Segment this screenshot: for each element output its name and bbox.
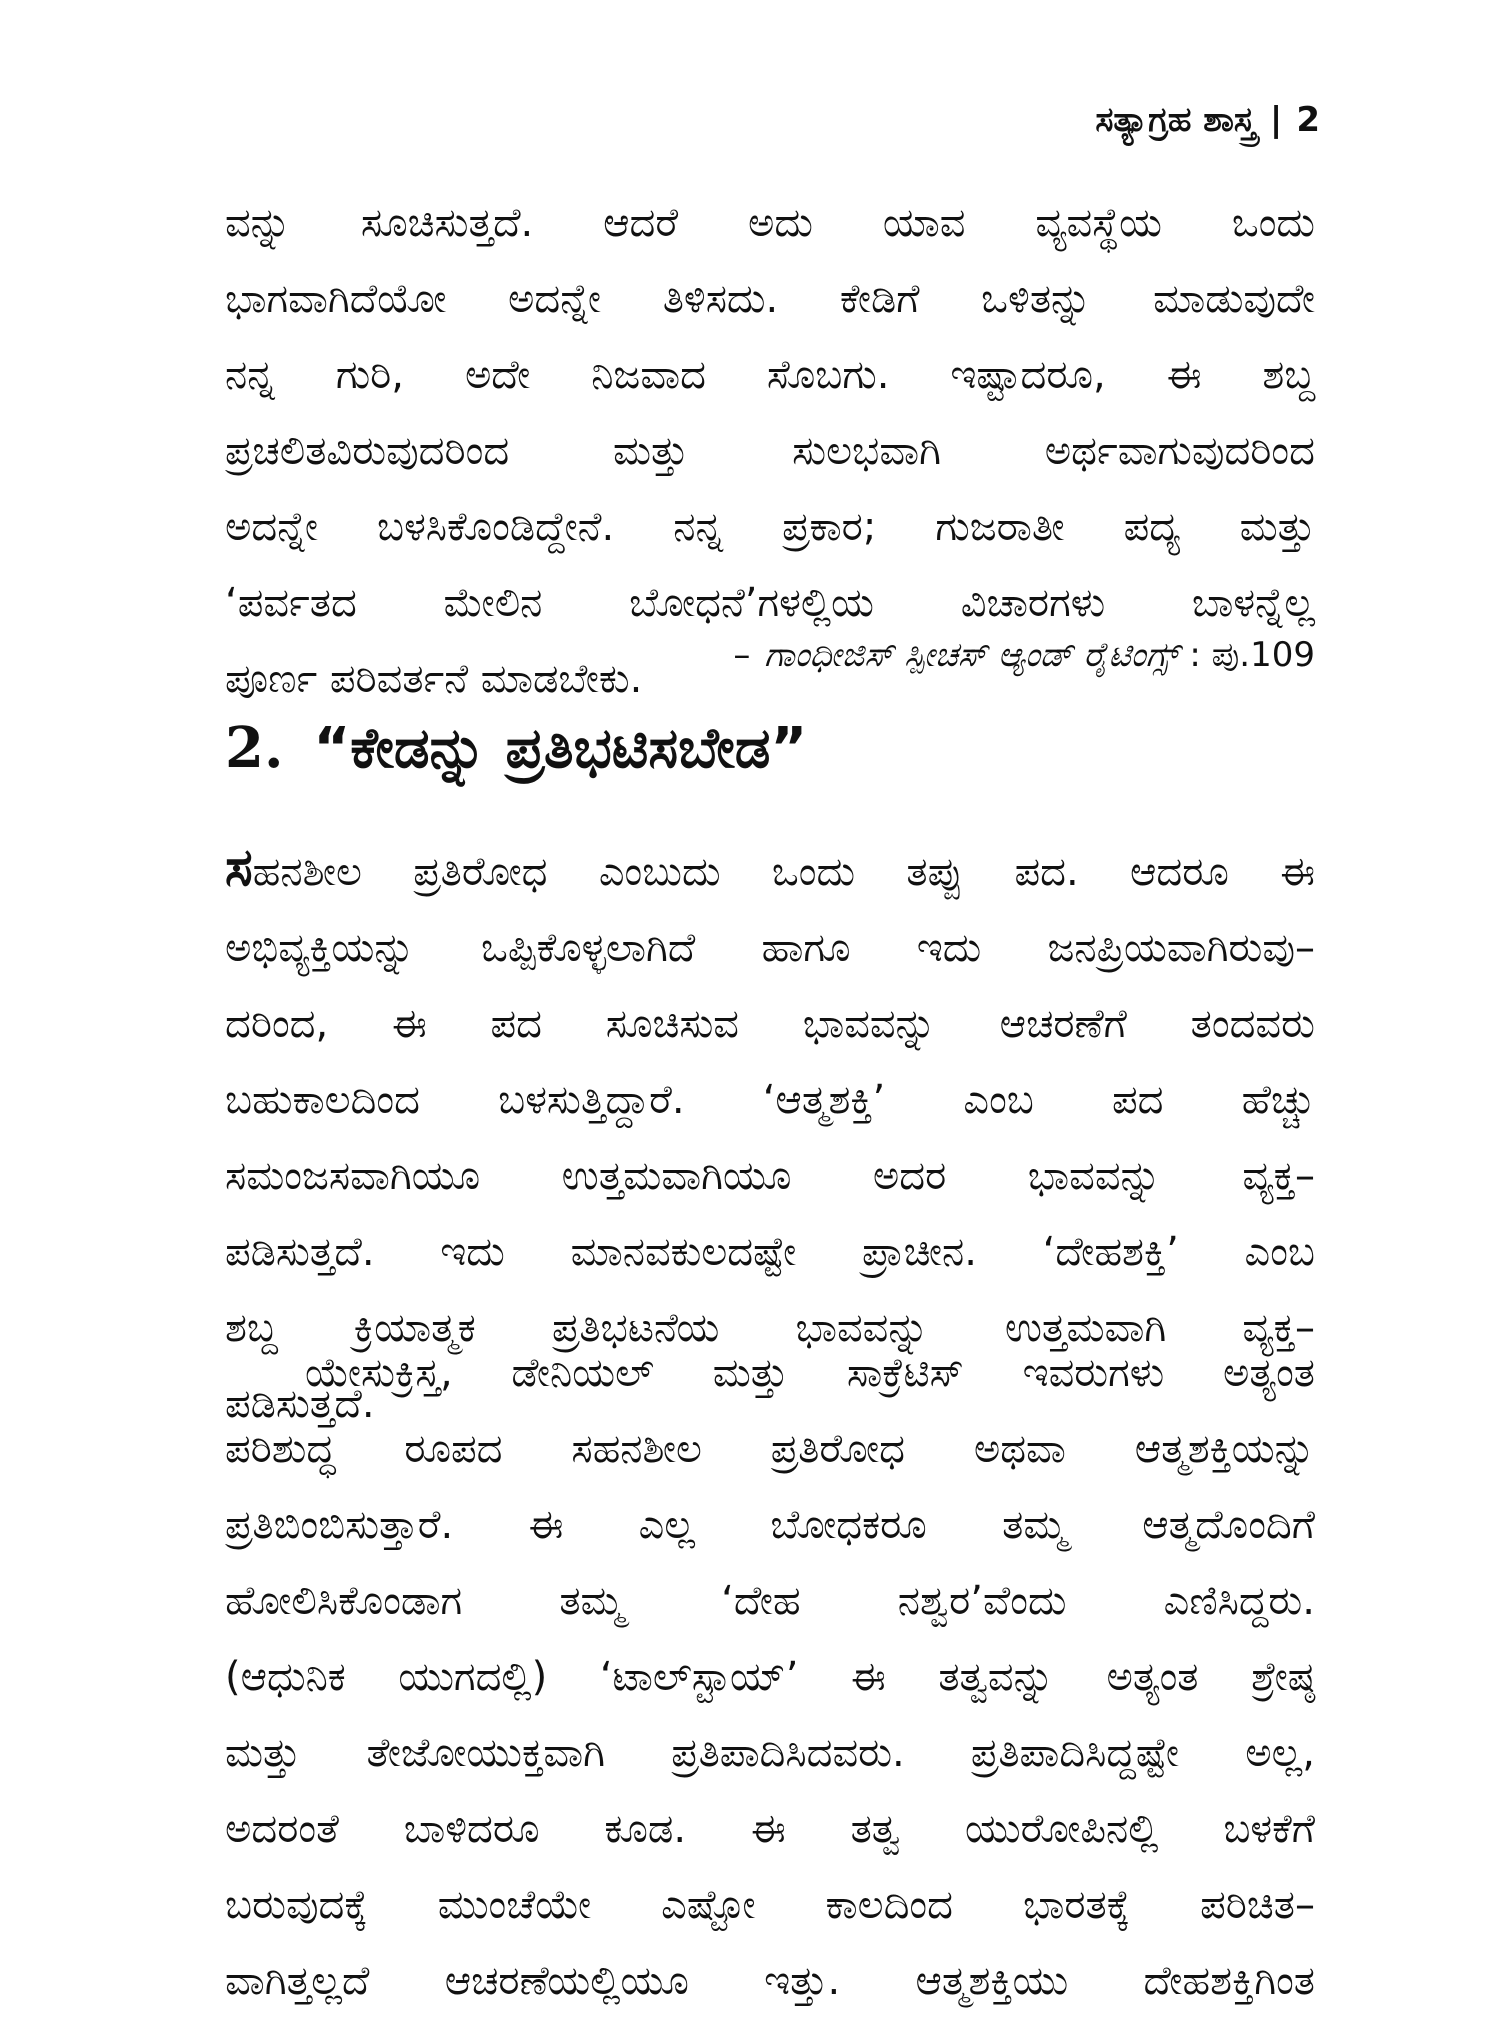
- running-header-title: ಸತ್ಯಾಗ್ರಹ ಶಾಸ್ತ್ರ: [1095, 100, 1256, 140]
- paragraph-line: ಪ್ರಚಲಿತವಿರುವುದರಿಂದ ಮತ್ತು ಸುಲಭವಾಗಿ ಅರ್ಥವಾಗುವುದರಿಂದ: [225, 428, 1315, 474]
- paragraph-line: ವನ್ನು ಸೂಚಿಸುತ್ತದೆ. ಆದರೆ ಅದು ಯಾವ ವ್ಯವಸ್ಥೆಯ ಒಂದು: [225, 200, 1315, 246]
- running-header-separator: |: [1269, 100, 1283, 140]
- paragraph-line: ಭಾಗವಾಗಿದೆಯೋ ಅದನ್ನೇ ತಿಳಿಸದು. ಕೇಡಿಗೆ ಒಳಿತನ್ನು ಮಾಡುವುದೇ: [225, 276, 1315, 322]
- paragraph-line: ಬರುವುದಕ್ಕೆ ಮುಂಚೆಯೇ ಎಷ್ಟೋ ಕಾಲದಿಂದ ಭಾರತಕ್ಕೆ ಪರಿಚಿತ–: [225, 1882, 1315, 1928]
- drop-cap: ಸ: [225, 838, 253, 898]
- paragraph-line: ನನ್ನ ಗುರಿ, ಅದೇ ನಿಜವಾದ ಸೊಬಗು. ಇಷ್ಟಾದರೂ, ಈ ಶಬ್ದ: [225, 352, 1315, 398]
- paragraph-line: ಬಹುಕಾಲದಿಂದ ಬಳಸುತ್ತಿದ್ದಾರೆ. ‘ಆತ್ಮಶಕ್ತಿ’ ಎಂಬ ಪದ ಹೆಚ್ಚು: [225, 1077, 1315, 1123]
- paragraph-line: ಯೇಸುಕ್ರಿಸ್ತ, ಡೇನಿಯಲ್ ಮತ್ತು ಸಾಕ್ರೆಟಿಸ್ ಇವರುಗಳು ಅತ್ಯಂತ: [305, 1350, 1315, 1396]
- section-number: 2.: [225, 715, 284, 781]
- paragraph-line: ಅಭಿವ್ಯಕ್ತಿಯನ್ನು ಒಪ್ಪಿಕೊಳ್ಳಲಾಗಿದೆ ಹಾಗೂ ಇದು ಜನಪ್ರಿಯವಾಗಿರುವು–: [225, 925, 1315, 971]
- paragraph-line-text: ಹನಶೀಲ ಪ್ರತಿರೋಧ ಎಂಬುದು ಒಂದು ತಪ್ಪು ಪದ. ಆದರೂ ಈ: [252, 849, 1315, 895]
- paragraph-line: [225, 830, 1315, 910]
- paragraph-line: ಮತ್ತು ತೇಜೋಯುಕ್ತವಾಗಿ ಪ್ರತಿಪಾದಿಸಿದವರು. ಪ್ರತಿಪಾದಿಸಿದ್ದಷ್ಟೇ ಅಲ್ಲ,: [225, 1730, 1315, 1776]
- paragraph-line: ಪಡಿಸುತ್ತದೆ.: [225, 1381, 375, 1427]
- paragraph-line: ಅದರಂತೆ ಬಾಳಿದರೂ ಕೂಡ. ಈ ತತ್ವ ಯುರೋಪಿನಲ್ಲಿ ಬಳಕೆಗೆ: [225, 1806, 1315, 1852]
- paragraph-3: [225, 1335, 1315, 2019]
- paragraph-line: ಅದನ್ನೇ ಬಳಸಿಕೊಂಡಿದ್ದೇನೆ. ನನ್ನ ಪ್ರಕಾರ; ಗುಜರಾತೀ ಪದ್ಯ ಮತ್ತು: [225, 504, 1315, 550]
- paragraph-line: ದರಿಂದ, ಈ ಪದ ಸೂಚಿಸುವ ಭಾವವನ್ನು ಆಚರಣೆಗೆ ತಂದವರು: [225, 1001, 1315, 1047]
- paragraph-line: ಪೂರ್ಣ ಪರಿವರ್ತನೆ ಮಾಡಬೇಕು.: [225, 656, 643, 702]
- page-number: 2: [1296, 100, 1320, 140]
- paragraph-line: ವಾಗಿತ್ತಲ್ಲದೆ ಆಚರಣೆಯಲ್ಲಿಯೂ ಇತ್ತು. ಆತ್ಮಶಕ್ತಿಯು ದೇಹಶಕ್ತಿಗಿಂತ: [225, 1958, 1315, 2004]
- section-title: “ಕೇಡನ್ನು ಪ್ರತಿಭಟಿಸಬೇಡ”: [313, 716, 808, 781]
- running-header: [1095, 100, 1320, 140]
- paragraph-line: ಸಮಂಜಸವಾಗಿಯೂ ಉತ್ತಮವಾಗಿಯೂ ಅದರ ಭಾವವನ್ನು ವ್ಯಕ್ತ–: [225, 1153, 1315, 1199]
- paragraph-line: ‘ಪರ್ವತದ ಮೇಲಿನ ಬೋಧನೆ’ಗಳಲ್ಲಿಯ ವಿಚಾರಗಳು ಬಾಳನ್ನೆಲ್ಲ: [225, 580, 1315, 626]
- section-heading: [225, 715, 807, 782]
- paragraph-line: ಪಡಿಸುತ್ತದೆ. ಇದು ಮಾನವಕುಲದಷ್ಟೇ ಪ್ರಾಚೀನ. ‘ದೇಹಶಕ್ತಿ’ ಎಂಬ: [225, 1229, 1315, 1275]
- paragraph-line: ಪ್ರತಿಬಿಂಬಿಸುತ್ತಾರೆ. ಈ ಎಲ್ಲ ಬೋಧಕರೂ ತಮ್ಮ ಆತ್ಮದೊಂದಿಗೆ: [225, 1502, 1315, 1548]
- attribution-dash: –: [733, 635, 751, 675]
- paragraph-line: ಹೋಲಿಸಿಕೊಂಡಾಗ ತಮ್ಮ ‘ದೇಹ ನಶ್ವರ’ವೆಂದು ಎಣಿಸಿದ್ದರು.: [225, 1578, 1315, 1624]
- quote-attribution: [733, 635, 1315, 675]
- paragraph-line: (ಆಧುನಿಕ ಯುಗದಲ್ಲಿ) ‘ಟಾಲ್‌ಸ್ಟಾಯ್’ ಈ ತತ್ವವನ್ನು ಅತ್ಯಂತ ಶ್ರೇಷ್ಠ: [225, 1654, 1315, 1700]
- attribution-source: ಗಾಂಧೀಜಿಸ್ ಸ್ಪೀಚಸ್ ಆ್ಯಂಡ್ ರೈಟಿಂಗ್ಸ್: [764, 635, 1179, 675]
- paragraph-line: ಪರಿಶುದ್ಧ ರೂಪದ ಸಹನಶೀಲ ಪ್ರತಿರೋಧ ಅಥವಾ ಆತ್ಮಶಕ್ತಿಯನ್ನು: [225, 1426, 1315, 1472]
- attribution-page: : ಪು.109: [1189, 635, 1315, 675]
- paragraph-line: ಶಬ್ದ ಕ್ರಿಯಾತ್ಮಕ ಪ್ರತಿಭಟನೆಯ ಭಾವವನ್ನು ಉತ್ತಮವಾಗಿ ವ್ಯಕ್ತ–: [225, 1305, 1315, 1351]
